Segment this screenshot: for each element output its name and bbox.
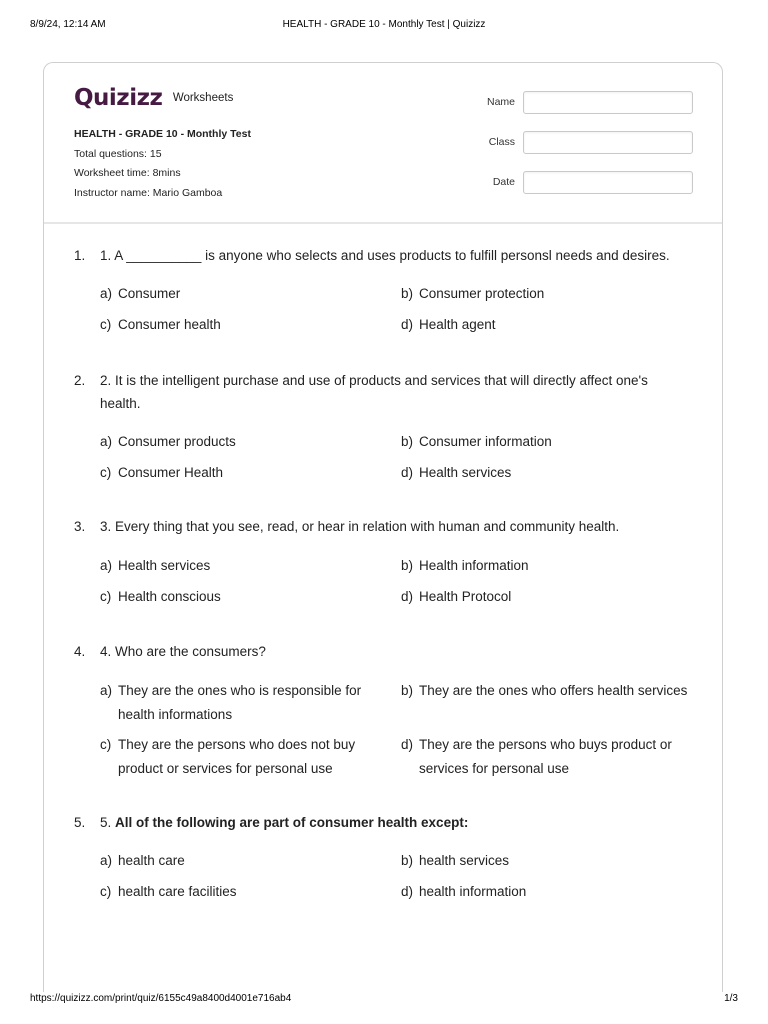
option-letter: d)	[401, 589, 414, 604]
worksheet-header	[44, 63, 722, 224]
option-text: Consumer protection	[419, 286, 545, 301]
option-text: Consumer information	[419, 434, 552, 449]
question-text: 3. Every thing that you see, read, or hear in relation with human and community health.	[100, 519, 620, 534]
print-header	[30, 19, 738, 33]
option-text: health care facilities	[118, 884, 237, 899]
option-text: health care	[118, 853, 185, 868]
question-number: 4.	[74, 644, 86, 659]
option-letter: b)	[401, 434, 414, 449]
option-letter: c)	[100, 884, 112, 899]
option-letter: d)	[401, 884, 414, 899]
date-field-row	[464, 171, 694, 195]
option-letter: a)	[100, 286, 113, 301]
option-text: Health services	[419, 465, 512, 480]
question-text: 2. It is the intelligent purchase and use of products and services that will directly affect one's health.	[100, 373, 648, 411]
date-label: Date	[492, 176, 515, 188]
name-label: Name	[486, 96, 515, 108]
question-number: 5.	[74, 815, 86, 830]
instructor-name: Instructor name: Mario Gamboa	[74, 186, 223, 199]
option-letter: b)	[401, 853, 414, 868]
option-text: They are the persons who does not buy product or services for personal use	[118, 737, 356, 776]
option-text: health services	[419, 853, 510, 868]
class-field-row	[464, 131, 694, 155]
class-field[interactable]	[523, 131, 693, 154]
option-text: They are the ones who is responsible for health informations	[118, 683, 362, 722]
option-letter: d)	[401, 465, 414, 480]
option-letter: c)	[100, 589, 112, 604]
print-footer	[30, 993, 738, 1007]
date-field[interactable]	[523, 171, 693, 194]
print-title: HEALTH - GRADE 10 - Monthly Test | Quizizz	[282, 19, 486, 30]
page-number: 1/3	[724, 993, 738, 1004]
option-text: Health Protocol	[419, 589, 512, 604]
question-number: 3.	[74, 519, 86, 534]
print-url: https://quizizz.com/print/quiz/6155c49a8400d4001e716ab4	[30, 993, 292, 1004]
print-date: 8/9/24, 12:14 AM	[30, 19, 106, 30]
class-label: Class	[488, 136, 515, 148]
option-letter: a)	[100, 853, 113, 868]
option-letter: b)	[401, 683, 414, 698]
option-letter: d)	[401, 317, 414, 332]
quizizz-logo: Quizizz	[74, 85, 163, 111]
worksheet	[43, 62, 723, 992]
question-number: 2.	[74, 373, 86, 388]
option-text: Health services	[118, 558, 211, 573]
question-text	[100, 811, 670, 834]
option-text: They are the persons who buys product or services for personal use	[419, 737, 672, 776]
option-text: Health agent	[419, 317, 496, 332]
brand	[74, 85, 233, 111]
worksheets-label: Worksheets	[172, 92, 234, 104]
option-letter: d)	[401, 737, 414, 752]
option-letter: a)	[100, 558, 113, 573]
total-questions: Total questions: 15	[74, 147, 162, 160]
option-letter: c)	[100, 465, 112, 480]
option-text: Health conscious	[118, 589, 221, 604]
option-letter: c)	[100, 737, 112, 752]
option-text: health information	[419, 884, 527, 899]
question-bold-text: All of the following are part of consumer health except:	[115, 815, 469, 830]
name-field-row	[464, 91, 694, 115]
worksheet-time: Worksheet time: 8mins	[74, 167, 181, 179]
option-text: Consumer products	[118, 434, 236, 449]
question-number: 1.	[74, 248, 86, 263]
question-prefix: 5.	[100, 815, 116, 830]
option-text: Consumer Health	[118, 465, 224, 480]
option-text: Consumer	[118, 286, 181, 301]
worksheet-info	[74, 127, 251, 205]
option-text: They are the ones who offers health services	[419, 683, 688, 698]
option-text: Consumer health	[118, 317, 221, 332]
option-letter: a)	[100, 434, 113, 449]
option-letter: a)	[100, 683, 113, 698]
question-text: 4. Who are the consumers?	[100, 644, 266, 659]
option-text: Health information	[419, 558, 529, 573]
name-field[interactable]	[523, 91, 693, 114]
option-letter: c)	[100, 317, 112, 332]
option-letter: b)	[401, 558, 414, 573]
question-text: 1. A __________ is anyone who selects and uses products to fulfill personsl needs and desires.	[100, 248, 670, 263]
option-letter: b)	[401, 286, 414, 301]
test-title: HEALTH - GRADE 10 - Monthly Test	[74, 128, 251, 140]
